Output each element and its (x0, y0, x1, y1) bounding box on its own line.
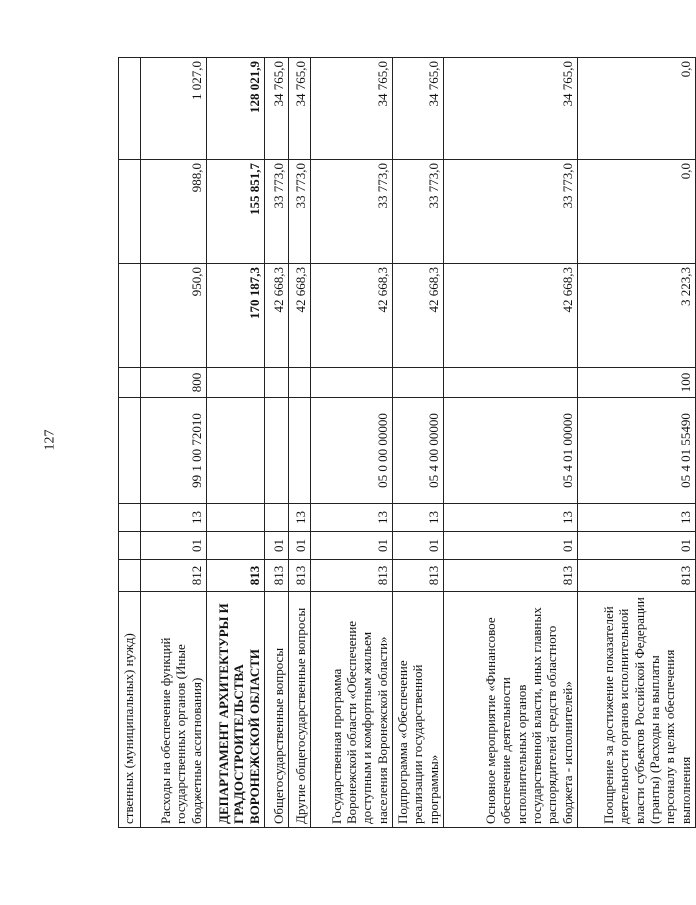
row-name: Подпрограмма «Обеспечение реализации государственной программы» (393, 592, 444, 828)
row-value-2026: 34 765,0 (311, 58, 393, 160)
budget-table (118, 57, 696, 828)
row-vr (289, 368, 311, 398)
row-code: 813 (207, 560, 265, 592)
row-rz: 01 (577, 532, 695, 560)
row-pr: 13 (443, 504, 577, 532)
row-vr (207, 368, 265, 398)
row-rz: 01 (311, 532, 393, 560)
row-vr (311, 368, 393, 398)
row-vr (443, 368, 577, 398)
row-vr (265, 368, 289, 398)
row-name: Общегосударственные вопросы (265, 592, 289, 828)
row-value-2024: 42 668,3 (311, 264, 393, 368)
row-code: 813 (265, 560, 289, 592)
row-name: Государственная программа Воронежской области «Обеспечение доступным и комфортным жильем населения Воронежской области» (311, 592, 393, 828)
row-rz: 01 (141, 532, 207, 560)
row-pr (119, 504, 141, 532)
row-csr (207, 398, 265, 504)
row-code: 813 (311, 560, 393, 592)
row-value-2024: 170 187,3 (207, 264, 265, 368)
row-value-2025: 155 851,7 (207, 160, 265, 264)
row-code: 813 (393, 560, 444, 592)
row-value-2024: 3 223,3 (577, 264, 695, 368)
row-value-2024: 42 668,3 (289, 264, 311, 368)
row-value-2026 (119, 58, 141, 160)
row-rz: 01 (443, 532, 577, 560)
row-name: Расходы на обеспечение функций государственных органов (Иные бюджетные ассигнования) (141, 592, 207, 828)
row-name: ДЕПАРТАМЕНТ АРХИТЕКТУРЫ И ГРАДОСТРОИТЕЛЬСТВА ВОРОНЕЖСКОЙ ОБЛАСТИ (207, 592, 265, 828)
row-value-2025: 33 773,0 (393, 160, 444, 264)
row-rz (207, 532, 265, 560)
row-value-2024: 42 668,3 (265, 264, 289, 368)
row-pr: 13 (577, 504, 695, 532)
row-value-2025: 33 773,0 (443, 160, 577, 264)
page-number: 127 (42, 429, 58, 451)
row-pr: 13 (393, 504, 444, 532)
row-vr (119, 368, 141, 398)
row-value-2024: 42 668,3 (393, 264, 444, 368)
table-row (393, 58, 444, 828)
table-wrap (118, 58, 693, 828)
row-vr: 800 (141, 368, 207, 398)
table-row (265, 58, 289, 828)
row-pr: 13 (289, 504, 311, 532)
row-csr (289, 398, 311, 504)
row-rz: 01 (289, 532, 311, 560)
row-value-2025: 33 773,0 (289, 160, 311, 264)
row-csr: 05 0 00 00000 (311, 398, 393, 504)
table-row (577, 58, 695, 828)
row-rz: 01 (393, 532, 444, 560)
row-value-2025 (119, 160, 141, 264)
row-value-2025: 33 773,0 (265, 160, 289, 264)
row-csr: 99 1 00 72010 (141, 398, 207, 504)
row-pr: 13 (141, 504, 207, 532)
table-row (443, 58, 577, 828)
table-body (119, 58, 696, 828)
table-row (311, 58, 393, 828)
row-value-2026: 34 765,0 (443, 58, 577, 160)
row-csr (119, 398, 141, 504)
row-csr: 05 4 01 00000 (443, 398, 577, 504)
row-value-2025: 0,0 (577, 160, 695, 264)
row-rz: 01 (265, 532, 289, 560)
row-csr (265, 398, 289, 504)
table-row (141, 58, 207, 828)
table-row (119, 58, 141, 828)
row-pr (207, 504, 265, 532)
row-code: 813 (289, 560, 311, 592)
row-name: ственных (муниципальных) нужд) (119, 592, 141, 828)
row-code: 813 (577, 560, 695, 592)
row-value-2025: 988,0 (141, 160, 207, 264)
row-value-2026: 34 765,0 (265, 58, 289, 160)
row-pr: 13 (311, 504, 393, 532)
row-value-2026: 34 765,0 (393, 58, 444, 160)
row-value-2026: 1 027,0 (141, 58, 207, 160)
row-code: 813 (443, 560, 577, 592)
row-pr (265, 504, 289, 532)
row-name: Другие общегосударственные вопросы (289, 592, 311, 828)
row-value-2024 (119, 264, 141, 368)
row-value-2026: 34 765,0 (289, 58, 311, 160)
row-csr: 05 4 00 00000 (393, 398, 444, 504)
row-name: Поощрение за достижение показателей деятельности органов исполнительной власти субъектов Российской Федерации (гранты) (Расходы на выплаты персоналу в целях обеспечения выполнения (577, 592, 695, 828)
row-value-2025: 33 773,0 (311, 160, 393, 264)
row-value-2026: 0,0 (577, 58, 695, 160)
table-viewport (118, 58, 693, 828)
row-value-2026: 128 021,9 (207, 58, 265, 160)
table-row (207, 58, 265, 828)
row-value-2024: 42 668,3 (443, 264, 577, 368)
row-vr (393, 368, 444, 398)
row-csr: 05 4 01 55490 (577, 398, 695, 504)
row-vr: 100 (577, 368, 695, 398)
row-code: 812 (141, 560, 207, 592)
row-name: Основное мероприятие «Финансовое обеспечение деятельности исполнительных органов государственной власти, иных главных распорядителей средств областного бюджета - исполнителей» (443, 592, 577, 828)
row-rz (119, 532, 141, 560)
row-code (119, 560, 141, 592)
row-value-2024: 950,0 (141, 264, 207, 368)
table-row (289, 58, 311, 828)
